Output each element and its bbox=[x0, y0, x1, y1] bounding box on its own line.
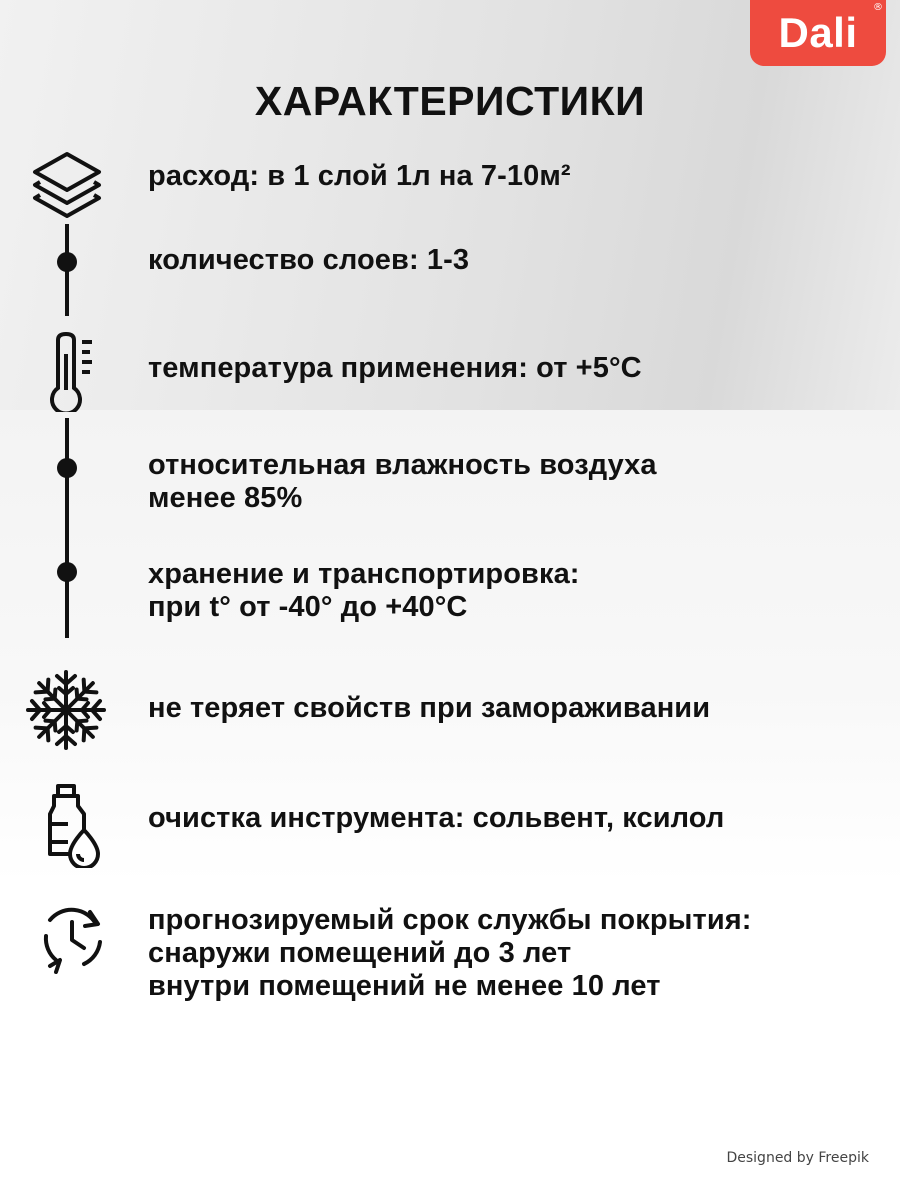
spec-freeze bbox=[148, 692, 710, 725]
spec-layers bbox=[148, 244, 469, 277]
spec-humidity bbox=[148, 449, 657, 515]
footer-credit: Designed by Freepik bbox=[726, 1150, 869, 1166]
spec-line: температура применения: от +5°С bbox=[148, 352, 642, 384]
timeline-dot bbox=[57, 458, 77, 478]
spec-line: внутри помещений не менее 10 лет bbox=[148, 970, 661, 1002]
timeline-dot bbox=[57, 562, 77, 582]
snowflake-icon bbox=[24, 668, 108, 752]
spec-line: не теряет свойств при замораживании bbox=[148, 692, 711, 724]
spec-line: менее 85% bbox=[148, 482, 303, 514]
spec-consumption bbox=[148, 160, 571, 193]
spec-line: очистка инструмента: сольвент, ксилол bbox=[148, 802, 725, 834]
brand-logo-text: Dali bbox=[778, 9, 858, 56]
timeline-connector-2 bbox=[55, 418, 79, 638]
solvent-bottle-icon bbox=[44, 784, 104, 868]
spec-line: расход: в 1 слой 1л на 7-10м² bbox=[148, 160, 571, 192]
spec-line: хранение и транспортировка: bbox=[148, 558, 580, 590]
spec-application-temperature bbox=[148, 352, 642, 385]
spec-storage bbox=[148, 558, 580, 624]
timeline-dot bbox=[57, 252, 77, 272]
timeline-connector-1 bbox=[55, 224, 79, 316]
page-title: ХАРАКТЕРИСТИКИ bbox=[254, 78, 646, 124]
spec-line: снаружи помещений до 3 лет bbox=[148, 937, 572, 969]
brand-logo bbox=[750, 0, 886, 66]
spec-service-life bbox=[148, 904, 752, 1003]
registered-mark: ® bbox=[873, 2, 883, 13]
spec-line: при t° от -40° до +40°С bbox=[148, 591, 468, 623]
spec-line: относительная влажность воздуха bbox=[148, 449, 657, 481]
thermometer-icon bbox=[44, 332, 100, 412]
clock-refresh-icon bbox=[38, 902, 108, 974]
spec-line: количество слоев: 1-3 bbox=[148, 244, 470, 276]
spec-line: прогнозируемый срок службы покрытия: bbox=[148, 904, 752, 936]
layers-icon bbox=[30, 150, 104, 220]
spec-cleaning bbox=[148, 802, 724, 835]
